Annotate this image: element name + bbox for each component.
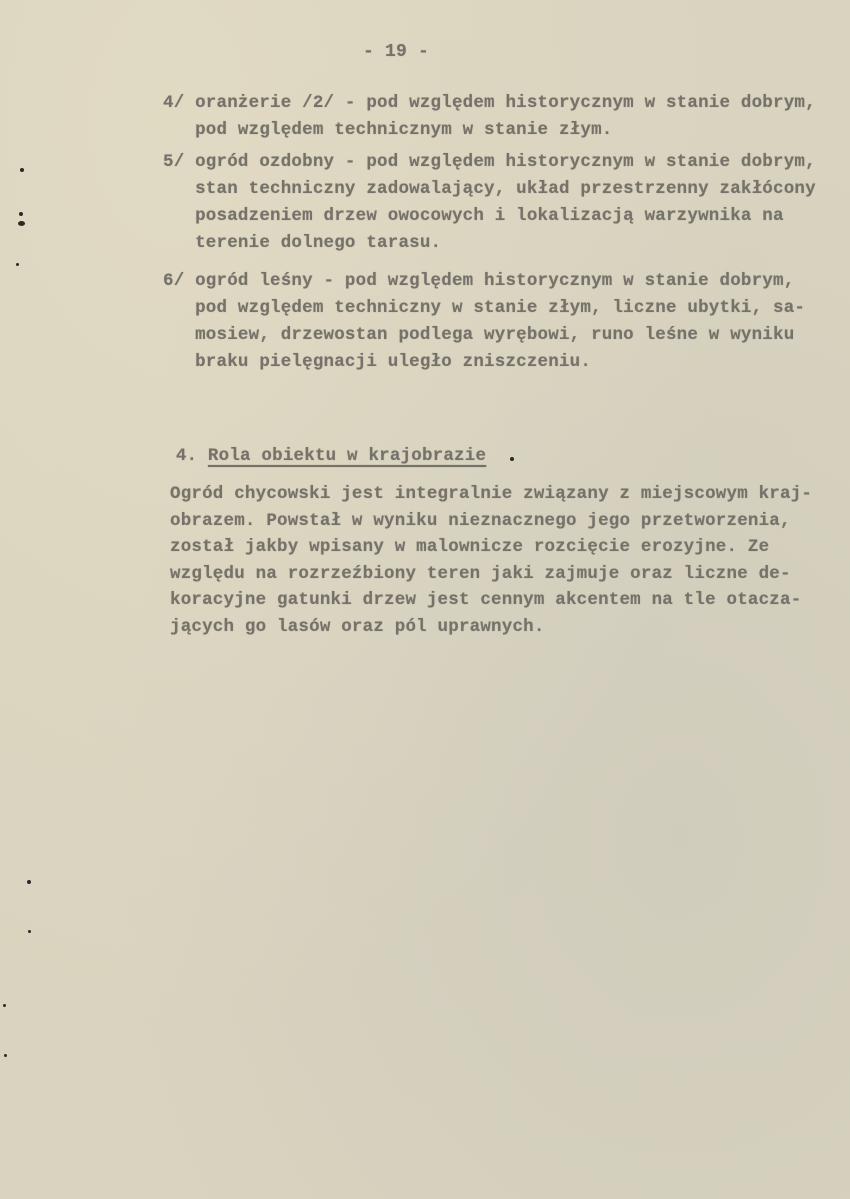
paragraph-line: koracyjne gatunki drzew jest cennym akcentem na tle otacza- bbox=[170, 590, 802, 610]
list-item-line: stan techniczny zadowalający, układ przestrzenny zakłócony bbox=[163, 179, 816, 199]
section-title: Rola obiektu w krajobrazie bbox=[207, 446, 487, 466]
margin-speck bbox=[18, 221, 25, 226]
list-item-oranzerie bbox=[163, 90, 816, 144]
paragraph-line: względu na rozrzeźbiony teren jaki zajmuje oraz liczne de- bbox=[170, 563, 791, 584]
paragraph-line: został jakby wpisany w malownicze rozcięcie erozyjne. Ze bbox=[170, 537, 770, 557]
list-item-line: 4/ oranżerie /2/ - pod względem historycznym w stanie dobrym, bbox=[163, 93, 816, 113]
section-heading bbox=[133, 426, 486, 486]
section-number: 4. bbox=[175, 446, 198, 466]
margin-speck bbox=[28, 930, 31, 933]
list-item-ogrod-lesny bbox=[163, 268, 805, 376]
body-paragraph bbox=[170, 481, 812, 640]
paragraph-line: jących go lasów oraz pól uprawnych. bbox=[170, 616, 545, 637]
ink-speck bbox=[510, 457, 514, 461]
margin-speck bbox=[4, 1054, 7, 1057]
margin-speck bbox=[19, 212, 23, 216]
list-item-line: pod względem technicznym w stanie złym. bbox=[163, 120, 613, 140]
list-item-line: 6/ ogród leśny - pod względem historycznym w stanie dobrym, bbox=[163, 271, 795, 291]
paragraph-line: obrazem. Powstał w wyniku nieznacznego jego przetworzenia, bbox=[170, 510, 791, 531]
margin-speck bbox=[3, 1004, 6, 1007]
list-item-line: posadzeniem drzew owocowych i lokalizacją warzywnika na bbox=[163, 206, 784, 226]
margin-speck bbox=[27, 880, 31, 884]
list-item-line: braku pielęgnacji uległo zniszczeniu. bbox=[163, 352, 592, 372]
page-number: - 19 - bbox=[363, 42, 430, 62]
list-item-line: 5/ ogród ozdobny - pod względem historycznym w stanie dobrym, bbox=[163, 152, 816, 172]
margin-speck bbox=[16, 263, 19, 266]
list-item-line: pod względem techniczny w stanie złym, liczne ubytki, sa- bbox=[163, 298, 806, 318]
margin-speck bbox=[20, 168, 24, 172]
paragraph-line: Ogród chycowski jest integralnie związany z miejscowym kraj- bbox=[170, 484, 813, 504]
list-item-line: mosiew, drzewostan podlega wyrębowi, runo leśne w wyniku bbox=[163, 325, 795, 345]
list-item-line: terenie dolnego tarasu. bbox=[163, 233, 442, 253]
list-item-ogrod-ozdobny bbox=[163, 149, 816, 257]
